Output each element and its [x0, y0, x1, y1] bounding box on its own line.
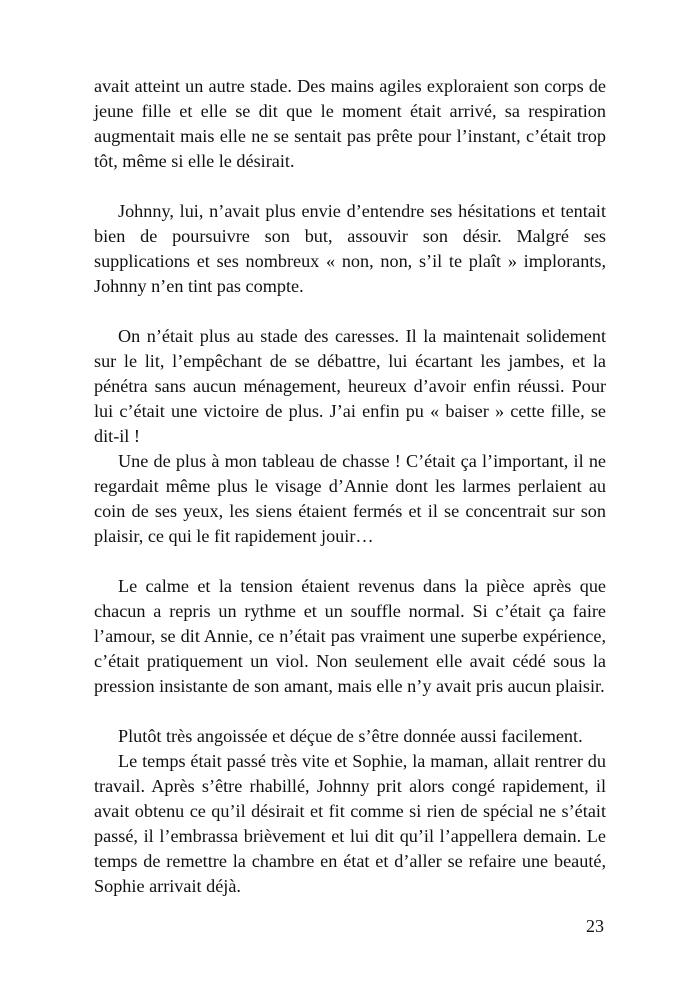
paragraph: Le temps était passé très vite et Sophie, la maman, allait rentrer du travail. Après s’être rhabillé, Johnny prit alors congé rapidement, il avait obtenu ce qu’il désirait et fit comme si rien de spécial ne s’était passé, il l’embrassa brièvement et lui dit qu’il l’appellera demain. Le temps de remettre la chambre en état et d’aller se refaire une beauté, Sophie arrivait déjà. — [94, 751, 606, 896]
body-text — [94, 74, 606, 899]
paragraph: Johnny, lui, n’avait plus envie d’entendre ses hésitations et tentait bien de poursuivre son but, assouvir son désir. Malgré ses supplications et ses nombreux « non, non, s’il te plaît » implorants, Johnny n’en tint pas compte. — [94, 201, 606, 296]
paragraph: Une de plus à mon tableau de chasse ! C’était ça l’important, il ne regardait même plus le visage d’Annie dont les larmes perlaient au coin de ses yeux, les siens étaient fermés et il se concentrait sur son plaisir, ce qui le fit rapidement jouir… — [94, 451, 606, 546]
paragraph: avait atteint un autre stade. Des mains agiles exploraient son corps de jeune fille et elle se dit que le moment était arrivé, sa respiration augmentait mais elle ne se sentait pas prête pour l’instant, c’était trop tôt, même si elle le désirait. — [94, 76, 606, 171]
paragraph: On n’était plus au stade des caresses. Il la maintenait solidement sur le lit, l’empêchant de se débattre, lui écartant les jambes, et la pénétra sans aucun ménagement, heureux d’avoir enfin réussi. Pour lui c’était une victoire de plus. J’ai enfin pu « baiser » cette fille, se dit-il ! — [94, 326, 606, 446]
page-number: 23 — [586, 916, 604, 936]
paragraph: Plutôt très angoissée et déçue de s’être donnée aussi facilement. — [118, 726, 583, 746]
paragraph: Le calme et la tension étaient revenus dans la pièce après que chacun a repris un rythme et un souffle normal. Si c’était ça faire l’amour, se dit Annie, ce n’était pas vraiment une superbe expérience, c’était pratiquement un viol. Non seulement elle avait cédé sous la pression insistante de son amant, mais elle n’y avait pris aucun plaisir. — [94, 576, 606, 696]
